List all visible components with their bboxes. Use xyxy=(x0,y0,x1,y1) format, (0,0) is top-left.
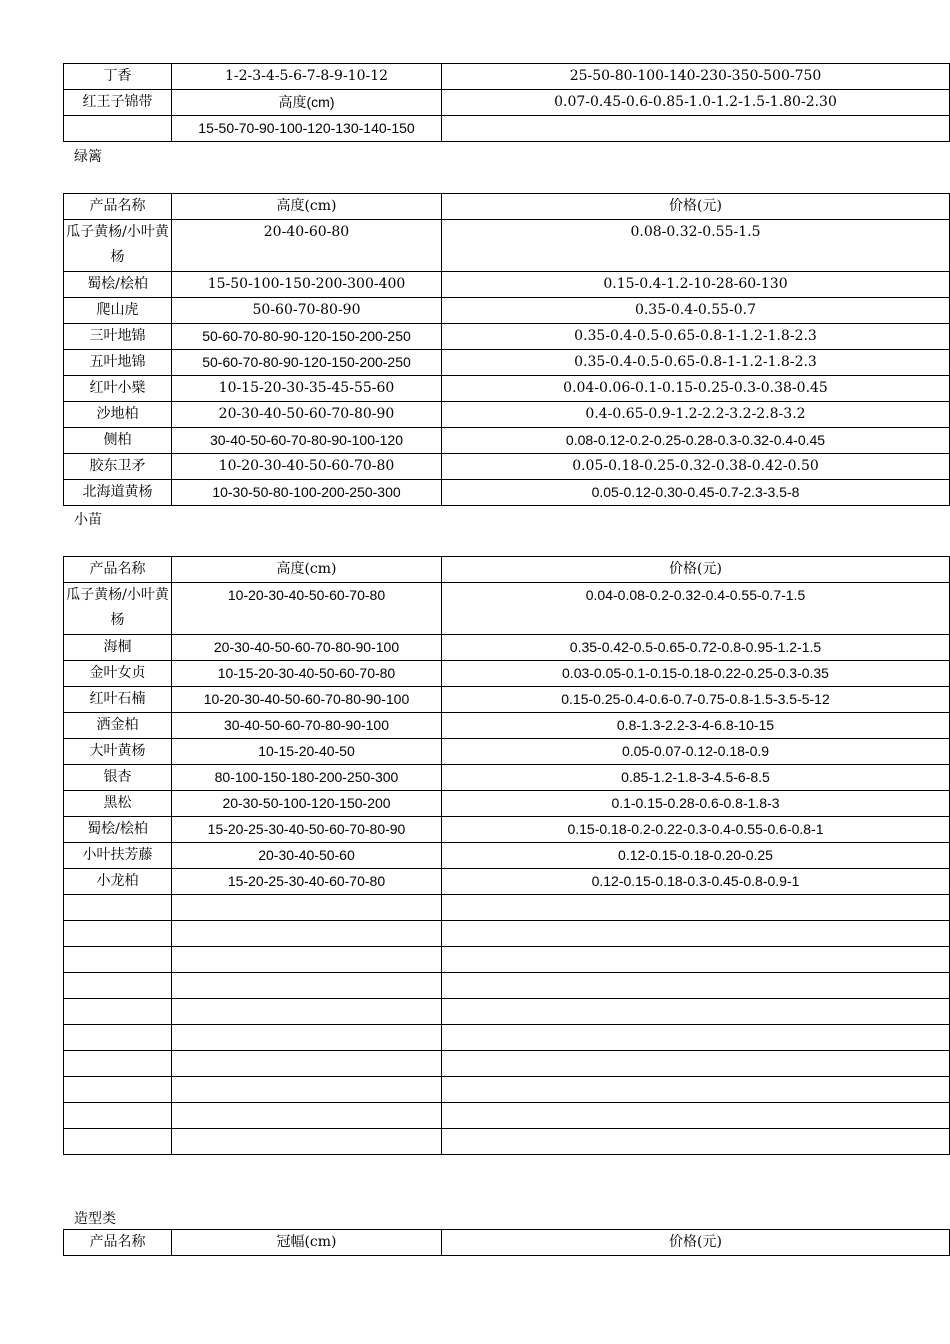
table-header-row xyxy=(64,194,950,220)
price-cell: 0.85-1.2-1.8-3-4.5-6-8.5 xyxy=(442,765,950,791)
header-product-name: 产品名称 xyxy=(64,557,172,583)
table-row xyxy=(64,454,950,480)
empty-cell xyxy=(172,1129,442,1155)
empty-row xyxy=(64,921,950,947)
section-label-seedling: 小苗 xyxy=(74,512,102,528)
height-cell: 1-2-3-4-5-6-7-8-9-10-12 xyxy=(172,64,442,90)
height-cell: 50-60-70-80-90-120-150-200-250 xyxy=(172,324,442,350)
empty-cell xyxy=(64,921,172,947)
empty-cell xyxy=(442,999,950,1025)
empty-cell xyxy=(442,921,950,947)
table-header-row xyxy=(64,1230,950,1256)
product-name-cell: 蜀桧/桧柏 xyxy=(64,817,172,843)
header-price: 价格(元) xyxy=(442,557,950,583)
price-cell: 0.15-0.18-0.2-0.22-0.3-0.4-0.55-0.6-0.8-1 xyxy=(442,817,950,843)
height-cell: 30-40-50-60-70-80-90-100-120 xyxy=(172,428,442,454)
empty-cell xyxy=(442,1025,950,1051)
height-cell: 10-30-50-80-100-200-250-300 xyxy=(172,480,442,506)
empty-cell xyxy=(64,1025,172,1051)
empty-cell xyxy=(64,999,172,1025)
table-row xyxy=(64,869,950,895)
price-cell: 25-50-80-100-140-230-350-500-750 xyxy=(442,64,950,90)
empty-cell xyxy=(64,947,172,973)
empty-row xyxy=(64,999,950,1025)
product-name-cell: 五叶地锦 xyxy=(64,350,172,376)
price-cell: 0.12-0.15-0.18-0.3-0.45-0.8-0.9-1 xyxy=(442,869,950,895)
empty-row xyxy=(64,895,950,921)
table-row xyxy=(64,220,950,272)
height-cell: 10-15-20-30-35-45-55-60 xyxy=(172,376,442,402)
price-cell xyxy=(442,116,950,142)
height-cell: 10-15-20-30-40-50-60-70-80 xyxy=(172,661,442,687)
empty-row xyxy=(64,1025,950,1051)
height-cell: 10-20-30-40-50-60-70-80 xyxy=(172,454,442,480)
product-name-cell: 红叶小檗 xyxy=(64,376,172,402)
top-table xyxy=(63,63,950,142)
height-cell: 10-20-30-40-50-60-70-80 xyxy=(172,583,442,635)
section-label-topiary: 造型类 xyxy=(74,1211,116,1227)
price-cell: 0.8-1.3-2.2-3-4-6.8-10-15 xyxy=(442,713,950,739)
header-crown-width: 冠幅(cm) xyxy=(172,1230,442,1256)
product-name-cell: 三叶地锦 xyxy=(64,324,172,350)
product-name-cell: 大叶黄杨 xyxy=(64,739,172,765)
empty-cell xyxy=(442,1077,950,1103)
empty-cell xyxy=(442,947,950,973)
table-row xyxy=(64,402,950,428)
price-cell: 0.1-0.15-0.28-0.6-0.8-1.8-3 xyxy=(442,791,950,817)
product-name-cell: 小叶扶芳藤 xyxy=(64,843,172,869)
product-name-cell: 小龙柏 xyxy=(64,869,172,895)
height-cell: 50-60-70-80-90-120-150-200-250 xyxy=(172,350,442,376)
price-cell: 0.35-0.4-0.55-0.7 xyxy=(442,298,950,324)
product-name-cell: 红叶石楠 xyxy=(64,687,172,713)
empty-cell xyxy=(172,1051,442,1077)
empty-cell xyxy=(64,973,172,999)
product-name-cell: 黑松 xyxy=(64,791,172,817)
table-row xyxy=(64,817,950,843)
product-name-text: 瓜子黄杨/小叶黄杨 xyxy=(66,587,169,628)
product-name-cell xyxy=(64,220,172,272)
price-cell: 0.05-0.18-0.25-0.32-0.38-0.42-0.50 xyxy=(442,454,950,480)
header-product-name: 产品名称 xyxy=(64,194,172,220)
product-name-cell: 蜀桧/桧柏 xyxy=(64,272,172,298)
table-row xyxy=(64,635,950,661)
table-header-row xyxy=(64,557,950,583)
product-name-text: 瓜子黄杨/小叶黄杨 xyxy=(66,224,169,265)
price-cell: 0.35-0.42-0.5-0.65-0.72-0.8-0.95-1.2-1.5 xyxy=(442,635,950,661)
table-row xyxy=(64,90,950,116)
header-price: 价格(元) xyxy=(442,194,950,220)
empty-cell xyxy=(442,1051,950,1077)
product-name-cell: 银杏 xyxy=(64,765,172,791)
empty-cell xyxy=(172,921,442,947)
price-cell: 0.15-0.25-0.4-0.6-0.7-0.75-0.8-1.5-3.5-5-12 xyxy=(442,687,950,713)
height-cell: 15-50-100-150-200-300-400 xyxy=(172,272,442,298)
price-cell: 0.05-0.07-0.12-0.18-0.9 xyxy=(442,739,950,765)
height-cell: 10-20-30-40-50-60-70-80-90-100 xyxy=(172,687,442,713)
price-cell: 0.35-0.4-0.5-0.65-0.8-1-1.2-1.8-2.3 xyxy=(442,350,950,376)
height-cell: 50-60-70-80-90 xyxy=(172,298,442,324)
product-name-cell: 红王子锦带 xyxy=(64,90,172,116)
table-row xyxy=(64,428,950,454)
empty-cell xyxy=(172,1077,442,1103)
table-row xyxy=(64,661,950,687)
empty-cell xyxy=(442,1129,950,1155)
table-row xyxy=(64,713,950,739)
height-cell: 15-20-25-30-40-50-60-70-80-90 xyxy=(172,817,442,843)
product-name-cell xyxy=(64,116,172,142)
height-cell: 15-50-70-90-100-120-130-140-150 xyxy=(172,116,442,142)
empty-cell xyxy=(64,1051,172,1077)
height-cell: 20-30-50-100-120-150-200 xyxy=(172,791,442,817)
hedge-table xyxy=(63,193,950,506)
table-row xyxy=(64,480,950,506)
height-cell: 高度(cm) xyxy=(172,90,442,116)
header-height: 高度(cm) xyxy=(172,194,442,220)
empty-row xyxy=(64,973,950,999)
price-cell: 0.08-0.32-0.55-1.5 xyxy=(442,220,950,272)
table-row xyxy=(64,272,950,298)
empty-cell xyxy=(442,973,950,999)
section-label-hedge: 绿篱 xyxy=(74,149,102,165)
empty-cell xyxy=(172,999,442,1025)
table-row xyxy=(64,350,950,376)
product-name-cell: 金叶女贞 xyxy=(64,661,172,687)
empty-cell xyxy=(64,1103,172,1129)
table-row xyxy=(64,791,950,817)
empty-cell xyxy=(442,895,950,921)
empty-cell xyxy=(172,947,442,973)
product-name-cell: 侧柏 xyxy=(64,428,172,454)
empty-cell xyxy=(64,1077,172,1103)
price-cell: 0.12-0.15-0.18-0.20-0.25 xyxy=(442,843,950,869)
empty-row xyxy=(64,1103,950,1129)
height-cell: 30-40-50-60-70-80-90-100 xyxy=(172,713,442,739)
height-cell: 80-100-150-180-200-250-300 xyxy=(172,765,442,791)
product-name-cell: 洒金柏 xyxy=(64,713,172,739)
empty-cell xyxy=(64,1129,172,1155)
price-cell: 0.35-0.4-0.5-0.65-0.8-1-1.2-1.8-2.3 xyxy=(442,324,950,350)
height-cell: 15-20-25-30-40-60-70-80 xyxy=(172,869,442,895)
empty-cell xyxy=(64,895,172,921)
price-cell: 0.04-0.08-0.2-0.32-0.4-0.55-0.7-1.5 xyxy=(442,583,950,635)
height-cell: 20-30-40-50-60-70-80-90-100 xyxy=(172,635,442,661)
table-row xyxy=(64,687,950,713)
table-row xyxy=(64,298,950,324)
product-name-cell: 爬山虎 xyxy=(64,298,172,324)
table-row xyxy=(64,324,950,350)
price-cell: 0.4-0.65-0.9-1.2-2.2-3.2-2.8-3.2 xyxy=(442,402,950,428)
empty-cell xyxy=(442,1103,950,1129)
product-name-cell: 丁香 xyxy=(64,64,172,90)
table-row xyxy=(64,765,950,791)
price-cell: 0.03-0.05-0.1-0.15-0.18-0.22-0.25-0.3-0.35 xyxy=(442,661,950,687)
product-name-cell: 沙地柏 xyxy=(64,402,172,428)
price-cell: 0.05-0.12-0.30-0.45-0.7-2.3-3.5-8 xyxy=(442,480,950,506)
empty-cell xyxy=(172,1025,442,1051)
product-name-cell: 海桐 xyxy=(64,635,172,661)
empty-cell xyxy=(172,895,442,921)
header-price: 价格(元) xyxy=(442,1230,950,1256)
price-cell: 0.04-0.06-0.1-0.15-0.25-0.3-0.38-0.45 xyxy=(442,376,950,402)
header-height: 高度(cm) xyxy=(172,557,442,583)
product-name-cell: 胶东卫矛 xyxy=(64,454,172,480)
height-cell: 10-15-20-40-50 xyxy=(172,739,442,765)
price-cell: 0.07-0.45-0.6-0.85-1.0-1.2-1.5-1.80-2.30 xyxy=(442,90,950,116)
topiary-table xyxy=(63,1229,950,1256)
price-cell: 0.15-0.4-1.2-10-28-60-130 xyxy=(442,272,950,298)
table-row xyxy=(64,739,950,765)
empty-row xyxy=(64,947,950,973)
product-name-cell xyxy=(64,583,172,635)
empty-cell xyxy=(172,973,442,999)
empty-row xyxy=(64,1129,950,1155)
price-cell: 0.08-0.12-0.2-0.25-0.28-0.3-0.32-0.4-0.45 xyxy=(442,428,950,454)
empty-row xyxy=(64,1051,950,1077)
seedling-table xyxy=(63,556,950,1155)
empty-row xyxy=(64,1077,950,1103)
table-row xyxy=(64,583,950,635)
table-row xyxy=(64,116,950,142)
height-cell: 20-30-40-50-60 xyxy=(172,843,442,869)
table-row xyxy=(64,64,950,90)
header-product-name: 产品名称 xyxy=(64,1230,172,1256)
empty-cell xyxy=(172,1103,442,1129)
height-cell: 20-40-60-80 xyxy=(172,220,442,272)
product-name-cell: 北海道黄杨 xyxy=(64,480,172,506)
table-row xyxy=(64,376,950,402)
height-cell: 20-30-40-50-60-70-80-90 xyxy=(172,402,442,428)
table-row xyxy=(64,843,950,869)
